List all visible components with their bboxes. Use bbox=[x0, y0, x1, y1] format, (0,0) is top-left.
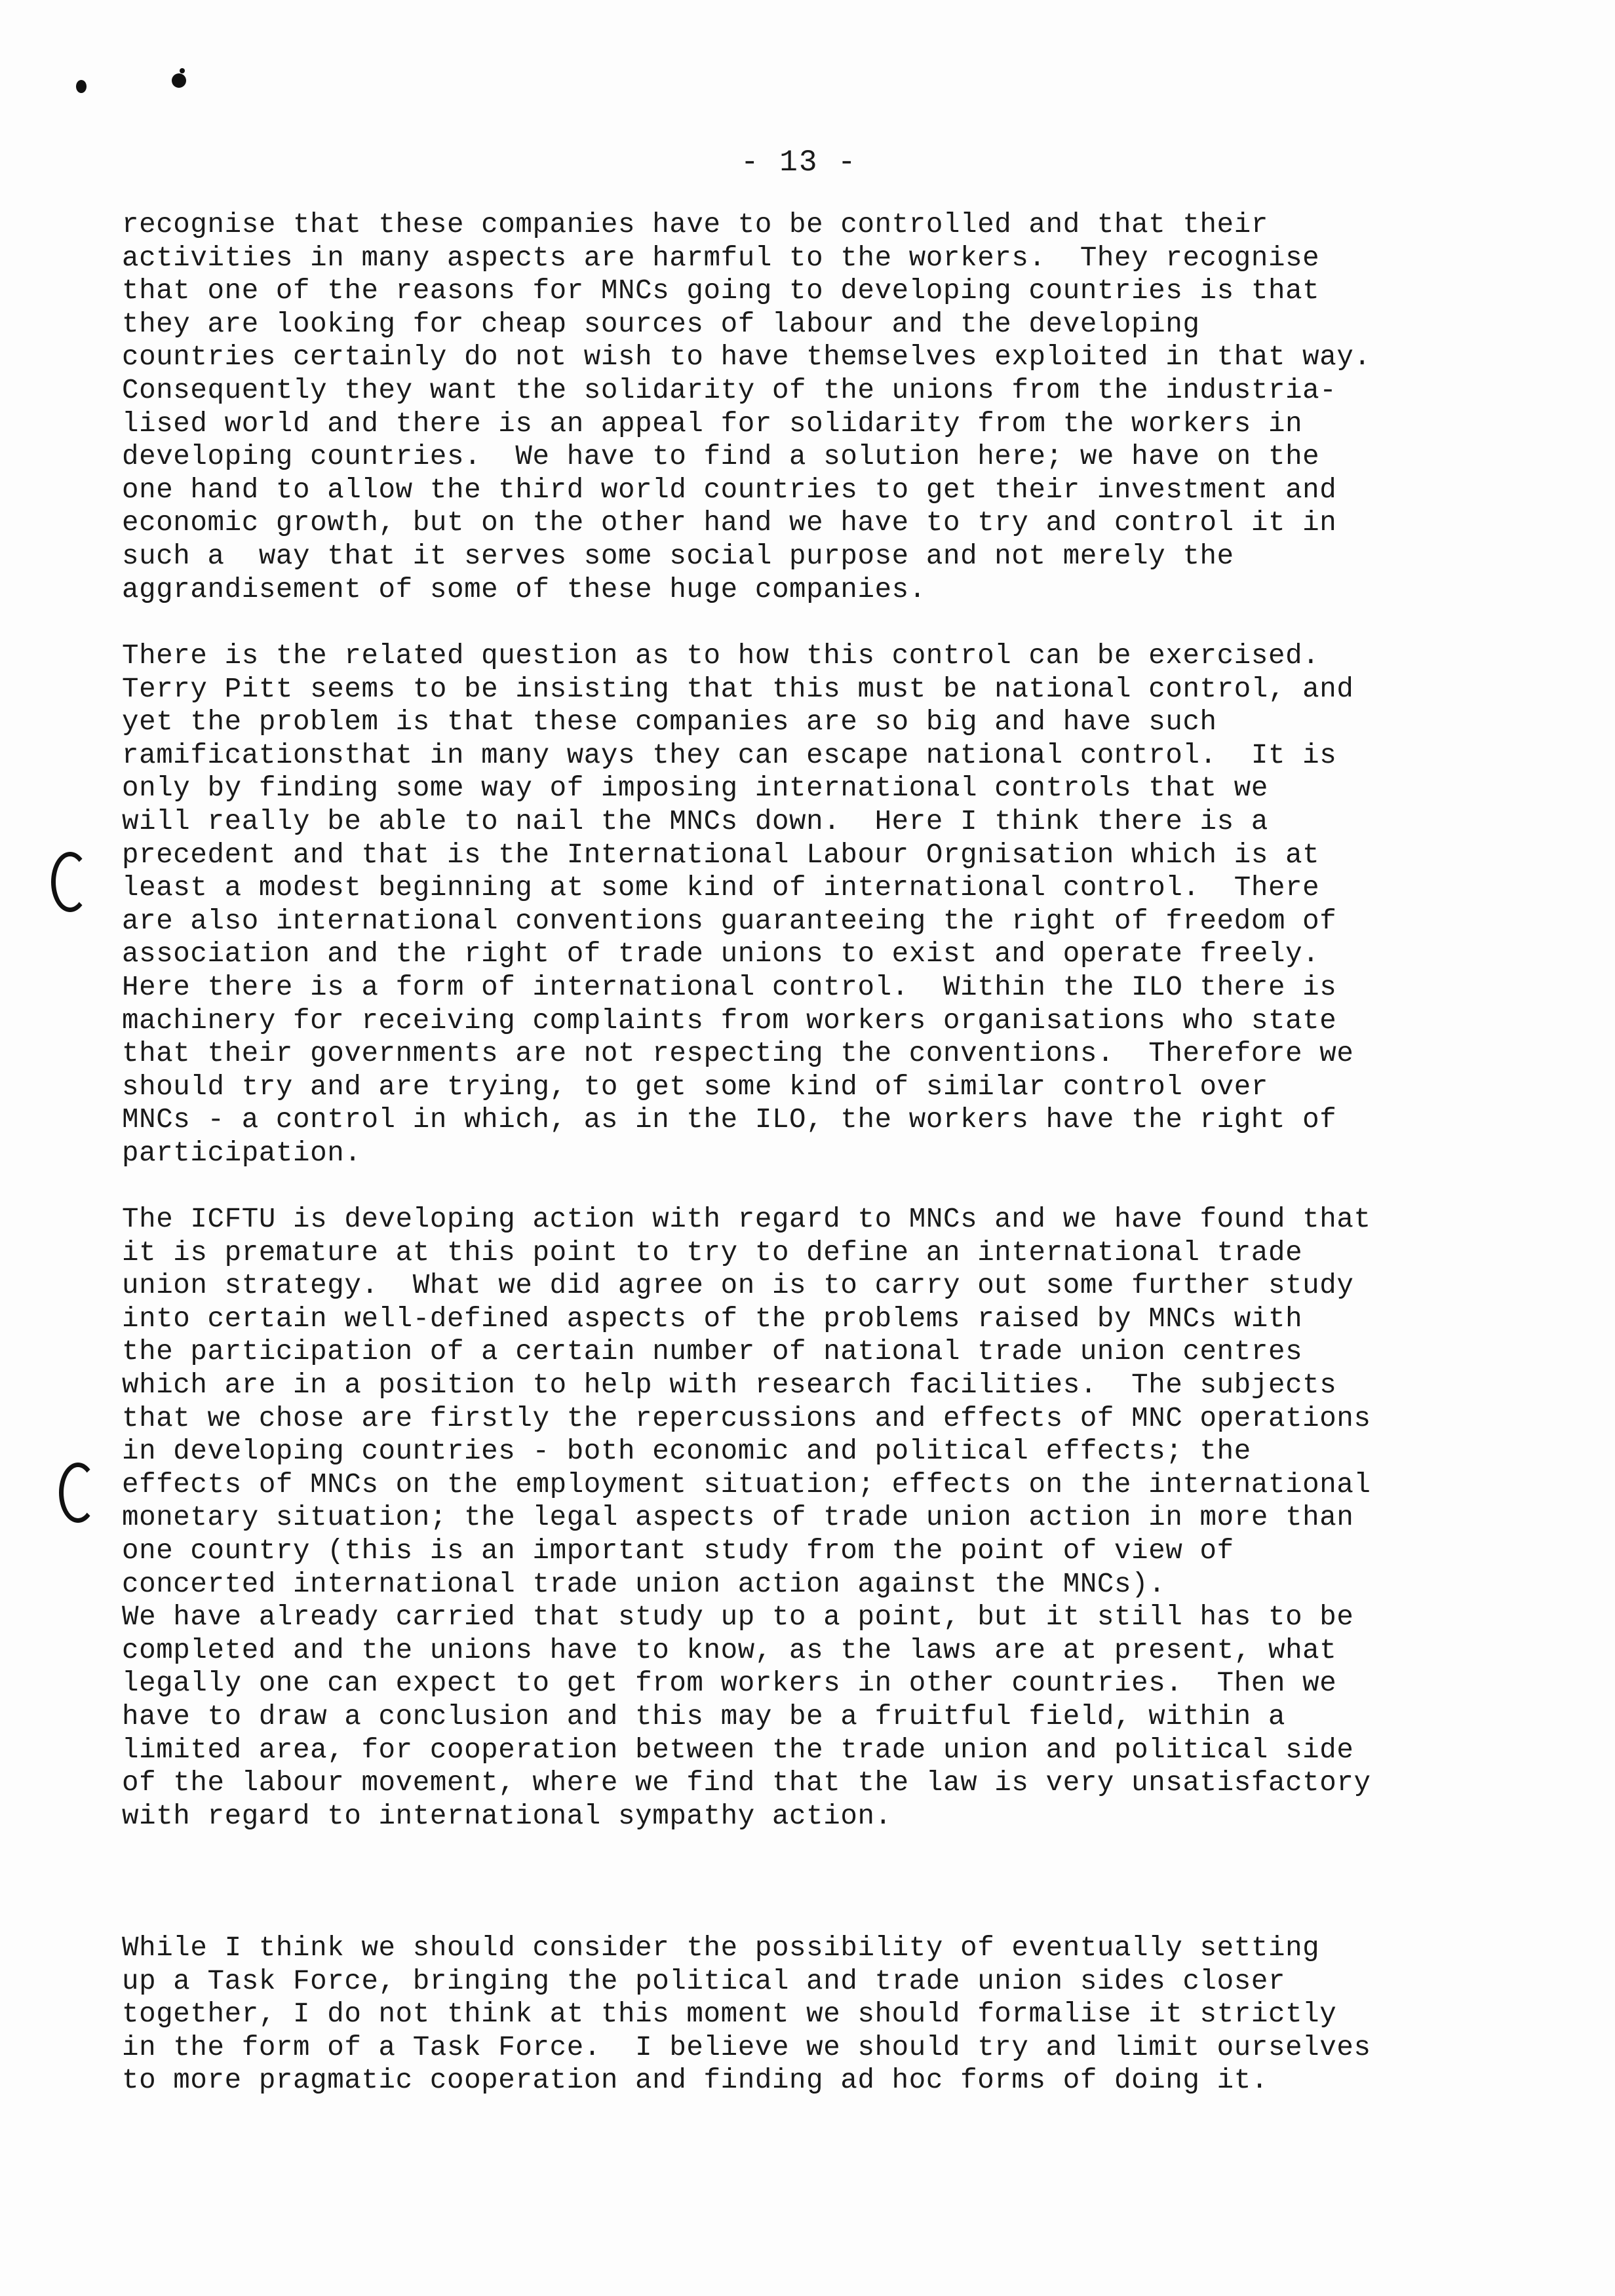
text-line: recognise that these companies have to be controlled and that their bbox=[122, 209, 1268, 240]
text-line: Consequently they want the solidarity of the unions from the industria- bbox=[122, 374, 1337, 406]
page-number: - 13 - bbox=[741, 145, 857, 180]
text-line: union strategy. What we did agree on is to carry out some further study bbox=[122, 1270, 1354, 1302]
text-line: the participation of a certain number of national trade union centres bbox=[122, 1336, 1303, 1368]
text-line: it is premature at this point to try to define an international trade bbox=[122, 1236, 1303, 1269]
text-line: they are looking for cheap sources of labour and the developing bbox=[122, 308, 1200, 340]
punch-hole-mark bbox=[59, 1463, 97, 1523]
text-line: that their governments are not respecting the conventions. Therefore we bbox=[122, 1038, 1354, 1070]
paragraph bbox=[122, 1932, 1371, 2097]
text-line: that we chose are firstly the repercussions and effects of MNC operations bbox=[122, 1402, 1371, 1434]
text-line: effects of MNCs on the employment situation; effects on the international bbox=[122, 1468, 1371, 1501]
text-line: While I think we should consider the possibility of eventually setting bbox=[122, 1932, 1320, 1964]
text-line: have to draw a conclusion and this may be a fruitful field, within a bbox=[122, 1700, 1286, 1732]
text-line: in developing countries - both economic and political effects; the bbox=[122, 1436, 1251, 1468]
text-line: to more pragmatic cooperation and finding ad hoc forms of doing it. bbox=[122, 2065, 1268, 2097]
text-line: MNCs - a control in which, as in the ILO, the workers have the right of bbox=[122, 1104, 1337, 1136]
text-line: limited area, for cooperation between the trade union and political side bbox=[122, 1734, 1354, 1766]
text-line: Terry Pitt seems to be insisting that this must be national control, and bbox=[122, 673, 1354, 705]
text-line: only by finding some way of imposing international controls that we bbox=[122, 773, 1268, 805]
text-line: are also international conventions guaranteeing the right of freedom of bbox=[122, 905, 1337, 937]
text-line: association and the right of trade unions to exist and operate freely. bbox=[122, 938, 1320, 970]
text-line: together, I do not think at this moment we should formalise it strictly bbox=[122, 1999, 1337, 2031]
text-line: up a Task Force, bringing the political and trade union sides closer bbox=[122, 1965, 1286, 1997]
text-line: aggrandisement of some of these huge companies. bbox=[122, 573, 926, 605]
text-line: legally one can expect to get from workers in other countries. Then we bbox=[122, 1668, 1337, 1700]
text-line: one country (this is an important study from the point of view of bbox=[122, 1535, 1234, 1567]
scan-speck bbox=[76, 80, 87, 93]
paragraph bbox=[122, 208, 1371, 606]
text-line: Here there is a form of international control. Within the ILO there is bbox=[122, 971, 1337, 1003]
text-line: participation. bbox=[122, 1137, 362, 1169]
text-line: machinery for receiving complaints from workers organisations who state bbox=[122, 1004, 1337, 1037]
text-line: of the labour movement, where we find that the law is very unsatisfactory bbox=[122, 1767, 1371, 1799]
text-line: precedent and that is the International Labour Orgnisation which is at bbox=[122, 839, 1320, 871]
text-line: We have already carried that study up to a point, but it still has to be bbox=[122, 1601, 1354, 1634]
text-line: into certain well-defined aspects of the problems raised by MNCs with bbox=[122, 1303, 1303, 1335]
text-line: least a modest beginning at some kind of international control. There bbox=[122, 872, 1320, 904]
text-line: should try and are trying, to get some kind of similar control over bbox=[122, 1071, 1268, 1103]
scan-speck bbox=[172, 73, 186, 88]
text-line: economic growth, but on the other hand we have to try and control it in bbox=[122, 507, 1337, 539]
text-line: yet the problem is that these companies are so big and have such bbox=[122, 706, 1217, 738]
text-line: activities in many aspects are harmful to the workers. They recognise bbox=[122, 242, 1320, 274]
text-line: monetary situation; the legal aspects of trade union action in more than bbox=[122, 1502, 1354, 1534]
text-line: which are in a position to help with research facilities. The subjects bbox=[122, 1369, 1337, 1401]
paragraph bbox=[122, 1203, 1371, 1833]
text-line: completed and the unions have to know, as the laws are at present, what bbox=[122, 1634, 1337, 1666]
text-line: one hand to allow the third world countries to get their investment and bbox=[122, 474, 1337, 506]
paragraph bbox=[122, 640, 1354, 1170]
text-line: countries certainly do not wish to have themselves exploited in that way. bbox=[122, 341, 1371, 373]
text-line: in the form of a Task Force. I believe we should try and limit ourselves bbox=[122, 2031, 1371, 2063]
scan-speck bbox=[180, 68, 185, 73]
text-line: There is the related question as to how this control can be exercised. bbox=[122, 640, 1320, 672]
text-line: that one of the reasons for MNCs going to developing countries is that bbox=[122, 275, 1320, 307]
text-line: with regard to international sympathy action. bbox=[122, 1800, 892, 1832]
punch-hole-mark bbox=[51, 852, 89, 912]
text-line: concerted international trade union action against the MNCs). bbox=[122, 1568, 1166, 1600]
text-line: such a way that it serves some social purpose and not merely the bbox=[122, 540, 1234, 572]
text-line: developing countries. We have to find a solution here; we have on the bbox=[122, 441, 1320, 473]
text-line: lised world and there is an appeal for solidarity from the workers in bbox=[122, 408, 1303, 440]
text-line: will really be able to nail the MNCs down. Here I think there is a bbox=[122, 805, 1268, 837]
text-line: The ICFTU is developing action with regard to MNCs and we have found that bbox=[122, 1204, 1371, 1235]
text-line: ramificationsthat in many ways they can escape national control. It is bbox=[122, 739, 1337, 771]
